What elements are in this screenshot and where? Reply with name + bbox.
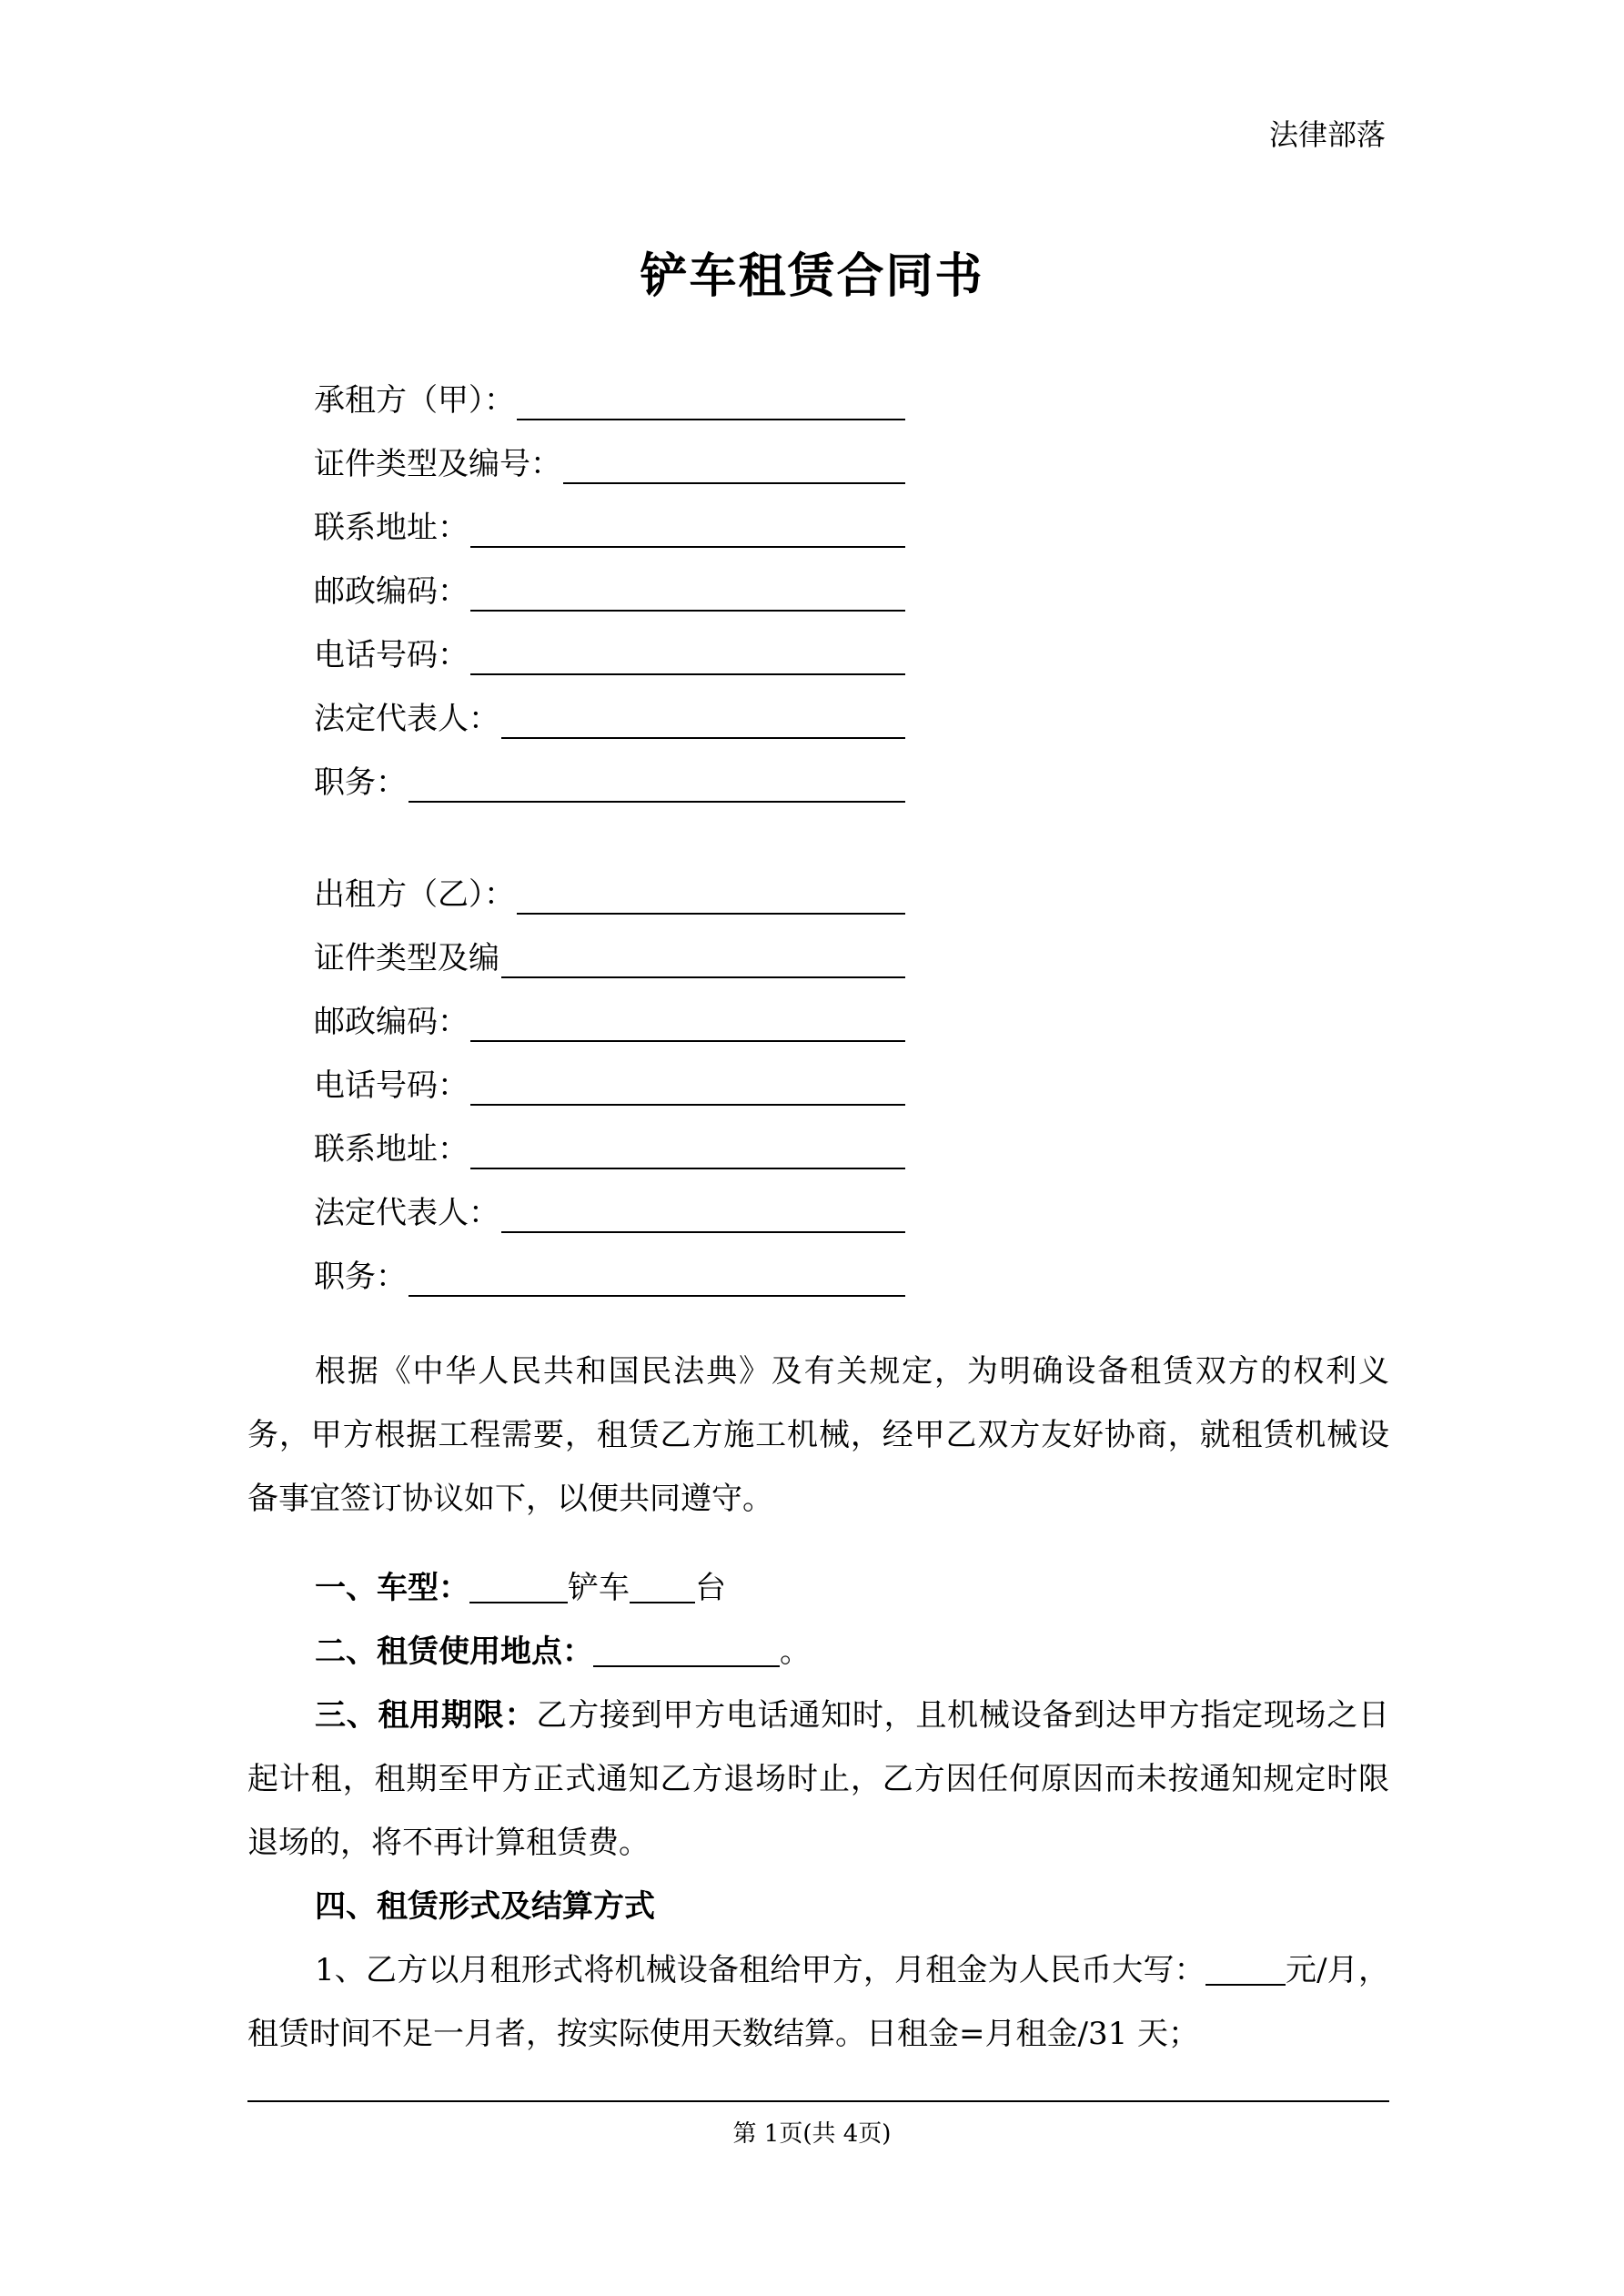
clause-text: 1、乙方以月租形式将机械设备租给甲方，月租金为人民币大写：: [315, 1952, 1205, 1988]
fill-blank: [409, 764, 905, 803]
field-label: 联系地址：: [314, 1131, 469, 1168]
clause-heading: 三、租用期限：: [315, 1697, 537, 1734]
field-label: 电话号码：: [314, 1067, 469, 1104]
field-address: [314, 484, 905, 548]
clause-text: 乙方接到甲方电话通知时，且机械设备到达甲方指定现场之日起计租，租期至甲方正式通知乙方退场时止，乙方因任何原因而未按通知规定时限退场的，将不再计算租赁费。: [247, 1697, 1390, 1861]
clause-heading: 二、租赁使用地点：: [315, 1633, 593, 1670]
field-id-type-number: [314, 420, 905, 484]
field-position: [314, 1233, 905, 1297]
header-label: 法律部落: [1268, 117, 1386, 152]
fill-blank: [470, 1004, 905, 1042]
fill-blank: [630, 1571, 695, 1603]
fill-blank: [470, 637, 905, 675]
field-label: 承租方（甲）：: [314, 382, 515, 419]
field-lessee: [314, 357, 905, 420]
field-address: [314, 1106, 905, 1169]
footer-rule: [247, 2100, 1389, 2102]
field-id-type-number: [314, 915, 905, 978]
page-number: 第 1页(共 4页): [732, 2120, 892, 2148]
fill-blank: [1205, 1953, 1286, 1986]
clause-settlement: [247, 1875, 1389, 1938]
clause-vehicle-type: [247, 1556, 1389, 1620]
intro-paragraph: 根据《中华人民共和国民法典》及有关规定，为明确设备租赁双方的权利义务，甲方根据工程需要，租赁乙方施工机械，经甲乙双方友好协商，就租赁机械设备事宜签订协议如下，以便共同遵守。: [247, 1353, 1389, 1517]
field-label: 法定代表人：: [314, 1195, 499, 1231]
fill-blank: [470, 1131, 905, 1169]
clause-location: [247, 1620, 1389, 1684]
field-phone: [314, 1042, 905, 1106]
field-label: 证件类型及编: [314, 940, 499, 976]
field-label: 证件类型及编号：: [314, 446, 561, 482]
clause-text: 元/月，租赁时间不足一月者，按实际使用天数结算。日租金=月租金/31 天；: [247, 1952, 1389, 2052]
clause-text: 台: [695, 1570, 726, 1606]
clause-text: 。: [780, 1633, 811, 1670]
fill-blank: [501, 701, 905, 739]
fill-blank: [501, 940, 905, 978]
field-position: [314, 739, 905, 803]
field-legal-rep: [314, 1169, 905, 1233]
field-label: 职务：: [314, 764, 407, 801]
fill-blank: [563, 446, 905, 484]
clauses: [247, 1556, 1389, 2066]
field-label: 联系地址：: [314, 510, 469, 546]
field-label: 邮政编码：: [314, 573, 469, 610]
field-lessor: [314, 851, 905, 915]
clause-heading: 一、车型：: [315, 1570, 469, 1606]
field-postcode: [314, 548, 905, 612]
fill-blank: [470, 573, 905, 612]
field-label: 法定代表人：: [314, 701, 499, 737]
field-legal-rep: [314, 675, 905, 739]
party-b-fields: [314, 851, 905, 1297]
field-label: 职务：: [314, 1259, 407, 1295]
clause-term: [247, 1684, 1389, 1875]
fill-blank: [470, 510, 905, 548]
fill-blank: [469, 1571, 568, 1603]
fill-blank: [501, 1195, 905, 1233]
clause-settlement-item-1: [247, 1938, 1389, 2066]
fill-blank: [517, 876, 905, 915]
clause-text: 铲车: [568, 1570, 630, 1606]
field-label: 邮政编码：: [314, 1004, 469, 1040]
fill-blank: [517, 382, 905, 420]
fill-blank: [593, 1634, 780, 1667]
clause-heading: 四、租赁形式及结算方式: [315, 1888, 655, 1925]
party-a-fields: [314, 357, 905, 803]
document-title: 铲车租赁合同书: [640, 248, 984, 304]
field-postcode: [314, 978, 905, 1042]
field-label: 出租方（乙）：: [314, 876, 515, 913]
fill-blank: [409, 1259, 905, 1297]
field-label: 电话号码：: [314, 637, 469, 673]
field-phone: [314, 612, 905, 675]
fill-blank: [470, 1067, 905, 1106]
